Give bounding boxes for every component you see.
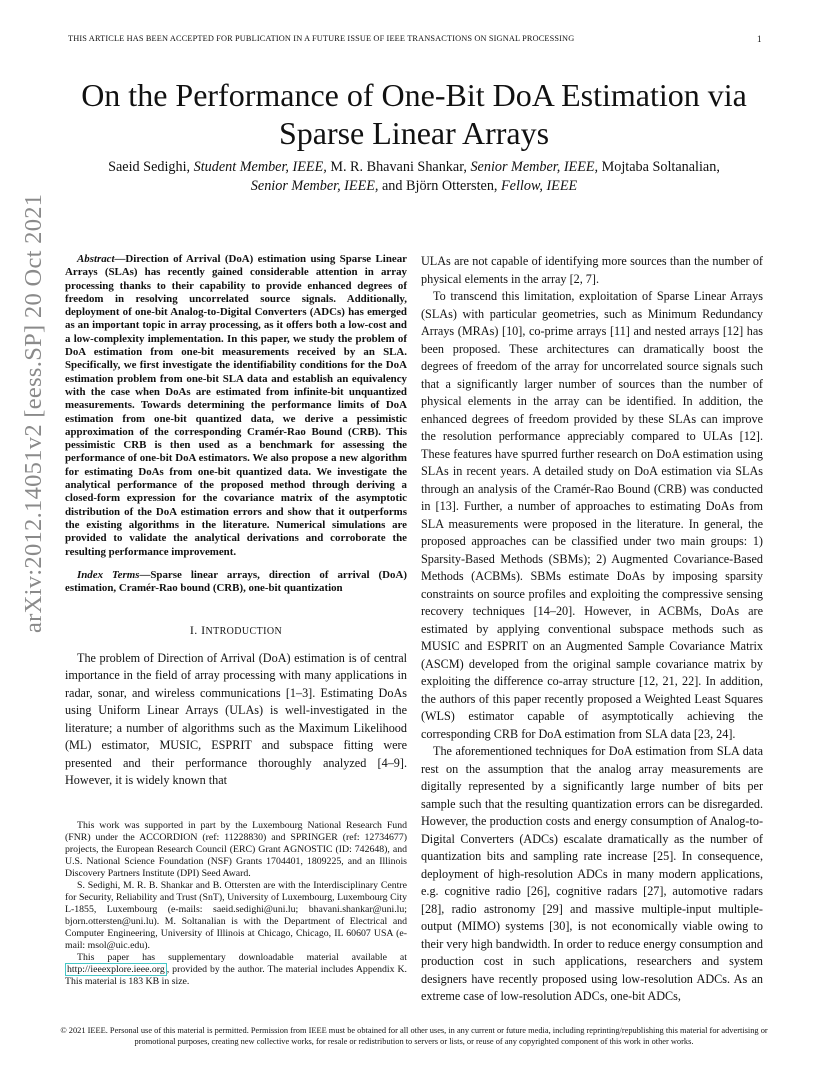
intro-paragraph: The problem of Direction of Arrival (DoA) estimation is of central importance in the field of array processing with many applications in radar, sonar, and wireless communications [1–3]. Estimating DoAs using Uniform Linear Arrays (ULAs) is well-investigated in the literature; a number of algorithms such as the Maximum Likelihood (ML) estimator, MUSIC, ESPRIT and subspace fitting were presented and their performance thoroughly analyzed [4–9]. However, it is widely known that xyxy=(65,650,407,788)
index-terms-label: Index Terms xyxy=(77,568,140,581)
author-name: Björn Ottersten, xyxy=(406,178,498,194)
author-name: M. R. Bhavani Shankar, xyxy=(330,159,467,175)
right-column xyxy=(421,253,763,1006)
copyright-notice: © 2021 IEEE. Personal use of this material is permitted. Permission from IEEE must be obtained for all other uses, in any current or future media, including reprinting/republishing this material for advertising or promotional purposes, creating new collective works, for resale or redistribution to servers or lists, or reuse of any copyrighted component of this work in other works. xyxy=(60,1026,768,1046)
author-membership: Senior Member, IEEE, xyxy=(470,159,599,175)
abstract xyxy=(65,253,407,559)
index-terms xyxy=(65,569,407,596)
author-name: Mojtaba Soltanalian, xyxy=(601,159,720,175)
author-membership: Fellow, IEEE xyxy=(501,178,578,194)
author-membership: Senior Member, IEEE, xyxy=(250,178,379,194)
supplementary-footnote: This paper has supplementary downloadable material available at http://ieeexplore.ieee.org , provided by the author. The material includes Appendix K. This material is 183 KB in size. xyxy=(65,952,407,987)
body-paragraph: ULAs are not capable of identifying more sources than the number of physical elements in the array [2, 7]. xyxy=(421,254,763,286)
arxiv-identifier-stamp: arXiv:2012.14051v2 [eess.SP] 20 Oct 2021 xyxy=(20,193,47,633)
abstract-text: —Direction of Arrival (DoA) estimation using Sparse Linear Arrays (SLAs) has recently gained considerable attention in array processing thanks to their capability to provide enhanced degrees of freedom in resolving uncorrelated source signals. Additionally, deployment of one-bit Analog-to-Digital Converters (ADCs) has emerged as an important topic in array processing, as it offers both a low-cost and a low-complexity implementation. In this paper, we study the problem of DoA estimation from one-bit measurements received by an SLA. Specifically, we first investigate the identifiability conditions for the DoA estimation problem from one-bit SLA data and establish an equivalency with the case when DoAs are estimated from infinite-bit unquantized measurements. Towards determining the performance limits of DoA estimation from one-bit quantized data, we derive a pessimistic approximation of the corresponding Cramér-Rao Bound (CRB). This pessimistic CRB is then used as a benchmark for assessing the performance of one-bit DoA estimators. We also propose a new algorithm for estimating DoAs from one-bit quantized data. We investigate the analytical performance of the proposed method through deriving a closed-form expression for the covariance matrix of the asymptotic distribution of the DoA estimation errors and show that it outperforms the existing algorithms in the literature. Numerical simulations are provided to validate the analytical derivations and corroborate the resulting performance improvement. xyxy=(65,253,407,558)
author-list xyxy=(90,158,738,196)
affiliation-footnote: S. Sedighi, M. R. B. Shankar and B. Ottersten are with the Interdisciplinary Centre for Security, Reliability and Trust (SnT), University of Luxembourg, Luxembourg City L-1855, Luxembourg (e-mails: saeid.sedighi@uni.lu; bhavani.shankar@uni.lu; bjorn.ottersten@uni.lu). M. Soltanalian is with the Department of Electrical and Computer Engineering, University of Illinois at Chicago, Chicago, IL 60607 USA (e-mail: msol@uic.edu). xyxy=(65,880,407,951)
index-terms-text: —Sparse linear arrays, direction of arrival (DoA) estimation, Cramér-Rao bound (CRB), one-bit quantization xyxy=(65,568,407,595)
author-name: Saeid Sedighi, xyxy=(108,159,191,175)
page-number: 1 xyxy=(757,34,762,44)
author-membership: Student Member, IEEE, xyxy=(193,159,327,175)
author-conjunction: and xyxy=(382,178,403,194)
left-column xyxy=(65,253,407,790)
body-paragraph: To transcend this limitation, exploitation of Sparse Linear Arrays (SLAs) with particular geometries, such as Minimum Redundancy Arrays (MRAs) [10], co-prime arrays [11] and nested arrays [12] has been proposed. These architectures can dramatically boost the degrees of freedom of the array for uncorrelated source signals such that a significantly larger number of sources than the number of physical elements in the array can be identified. In addition, the enhanced degrees of freedom provided by these SLAs can improve the resolution performance appreciably compared to ULAs [12]. These features have spurred further research on DoA estimation using SLAs in recent years. A detailed study on DoA estimation via SLAs through an analysis of the Cramér-Rao Bound (CRB) was conducted in [13]. Further, a number of approaches to estimating DoAs from SLA measurements were proposed in the literature. In general, the proposed approaches can be classified under two main groups: 1) Sparsity-Based Methods (SBMs); 2) Augmented Covariance-Based Methods (ACBMs). SBMs estimate DoAs by imposing sparsity constraints on source profiles and exploiting the compressive sensing recovery techniques [14–20]. However, in ACBMs, DoAs are estimated by applying conventional subspace methods such as MUSIC and ESPRIT on an Augmented Sample Covariance Matrix (ASCM) developed from the original sample covariance matrix by exploiting the difference co-array structure [12, 21, 22]. In addition, the authors of this paper recently proposed a Weighted Least Squares (WLS) estimator capable of asymptotically achieving the corresponding CRB for DoA estimation from SLA data [23, 24]. xyxy=(421,289,763,741)
section-heading-introduction: I. INTRODUCTION xyxy=(189,623,283,638)
abstract-label: Abstract xyxy=(77,253,115,265)
funding-footnote: This work was supported in part by the Luxembourg National Research Fund (FNR) under the ACCORDION (ref: 11228830) and SPRINGER (ref: 12734677) projects, the European Research Council (ERC) Grant AGNOSTIC (ID: 742648), and U.S. National Science Foundation (NSF) Grants 1704401, 1809225, and an Illinois Discovery Partners Institute (DPI) Seed Award. xyxy=(65,820,407,879)
footnotes xyxy=(65,820,407,988)
paper-title: On the Performance of One-Bit DoA Estimation via Sparse Linear Arrays xyxy=(81,77,747,151)
running-header: THIS ARTICLE HAS BEEN ACCEPTED FOR PUBLICATION IN A FUTURE ISSUE OF IEEE TRANSACTIONS ON SIGNAL PROCESSING xyxy=(68,34,575,43)
ieeexplore-link[interactable]: http://ieeexplore.ieee.org xyxy=(67,964,165,975)
body-paragraph: The aforementioned techniques for DoA estimation from SLA data rest on the assumption that the analog array measurements are digitally represented by a significantly large number of bits per sample such that the resulting quantization errors can be disregarded. However, the production costs and energy consumption of Analog-to-Digital Converters (ADCs) escalate dramatically as the number of quantization bits and sampling rate increase [25]. In consequence, deployment of high-resolution ADCs in many modern applications, e.g. cognitive radio [26], cognitive radars [27], automotive radars [28], radio astronomy [29] and massive multiple-input multiple-output (MIMO) systems [30], is not economically viable owing to their very high bandwidth. In order to reduce energy consumption and production cost in such applications, researchers and system designers have recently proposed using low-resolution ADCs. As an extreme case of low-resolution ADCs, one-bit ADCs, xyxy=(421,744,763,1003)
